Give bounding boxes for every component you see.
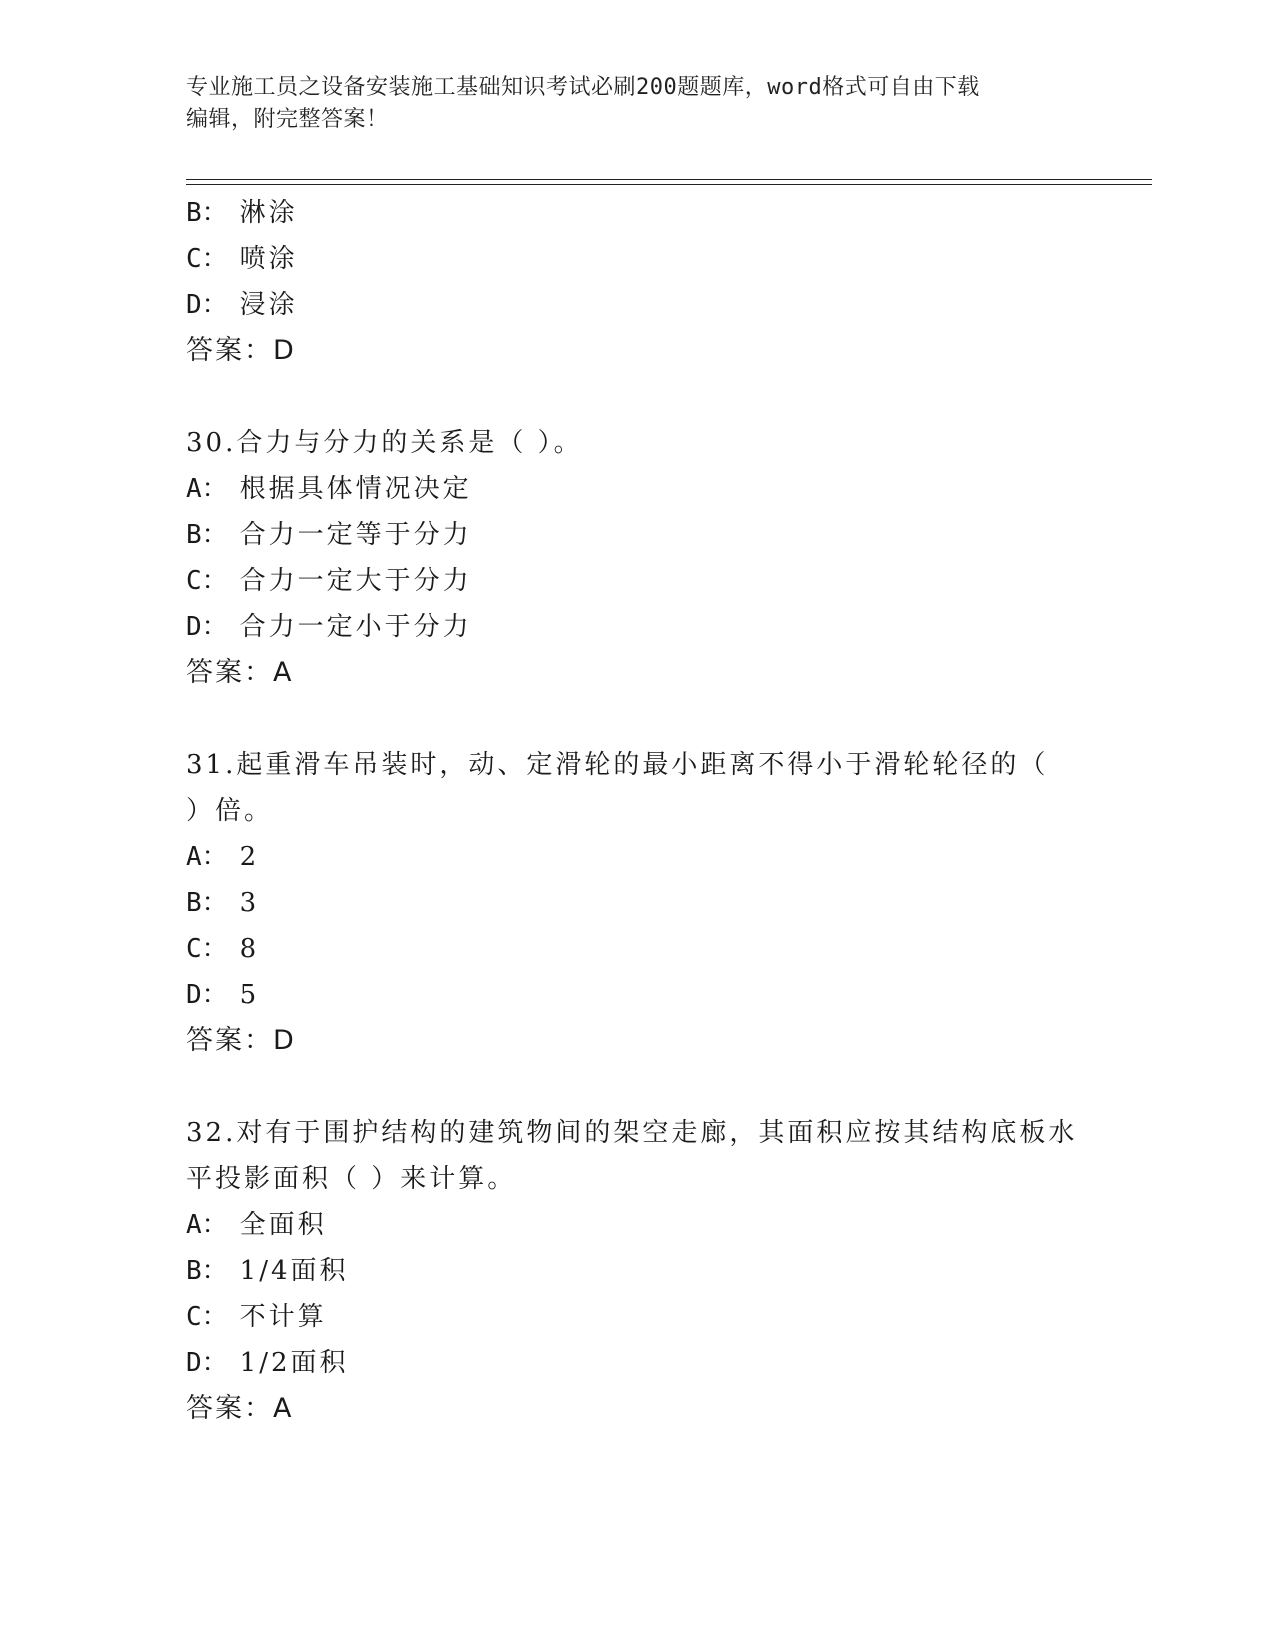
option-letter: D： (186, 612, 228, 642)
option-text: 浸涂 (239, 290, 298, 320)
header-title-line-2: 编辑，附完整答案！ (186, 107, 389, 132)
question-30 (186, 420, 1086, 696)
option-row (186, 512, 1086, 558)
question-31 (186, 742, 1086, 1064)
option-row (186, 190, 1086, 236)
option-text: 不计算 (239, 1302, 327, 1332)
option-letter: B： (186, 888, 228, 918)
option-row (186, 926, 1086, 972)
question-32 (186, 1110, 1086, 1432)
answer-line: 答案：A (186, 1393, 294, 1424)
option-row (186, 880, 1086, 926)
question-stem: 30.合力与分力的关系是（ ）。 (186, 428, 583, 458)
option-row (186, 1294, 1086, 1340)
option-row (186, 1340, 1086, 1386)
spacer (186, 374, 1086, 420)
option-text: 根据具体情况决定 (239, 474, 472, 504)
option-text: 全面积 (239, 1210, 327, 1240)
option-letter: C： (186, 244, 228, 274)
answer-line: 答案：A (186, 657, 294, 688)
option-row (186, 1202, 1086, 1248)
option-letter: B： (186, 520, 228, 550)
document-header (186, 72, 1086, 136)
option-text: 合力一定大于分力 (239, 566, 472, 596)
question-stem: 32.对有于围护结构的建筑物间的架空走廊，其面积应按其结构底板水 (186, 1118, 1078, 1148)
option-letter: C： (186, 1302, 228, 1332)
option-text: 淋涂 (239, 198, 298, 228)
option-letter: A： (186, 474, 228, 504)
question-stem: 31.起重滑车吊装时，动、定滑轮的最小距离不得小于滑轮轮径的（ (186, 750, 1049, 780)
option-letter: D： (186, 1348, 228, 1378)
option-row (186, 834, 1086, 880)
spacer (186, 696, 1086, 742)
answer-line: 答案：D (186, 1025, 296, 1056)
option-text: 1/4面积 (239, 1256, 349, 1286)
answer-line: 答案：D (186, 335, 296, 366)
question-stem-continued: ）倍。 (186, 796, 274, 826)
document-body (186, 190, 1086, 1432)
option-letter: D： (186, 980, 228, 1010)
option-text: 3 (239, 888, 260, 918)
header-divider-bottom (186, 184, 1152, 185)
option-row (186, 972, 1086, 1018)
option-row (186, 558, 1086, 604)
option-row (186, 604, 1086, 650)
question-29-continued (186, 190, 1086, 374)
spacer (186, 1064, 1086, 1110)
option-row (186, 1248, 1086, 1294)
option-text: 1/2面积 (239, 1348, 349, 1378)
option-text: 合力一定等于分力 (239, 520, 472, 550)
option-letter: C： (186, 934, 228, 964)
option-row (186, 466, 1086, 512)
option-text: 5 (239, 980, 260, 1010)
option-text: 合力一定小于分力 (239, 612, 472, 642)
option-letter: A： (186, 842, 228, 872)
option-letter: B： (186, 198, 228, 228)
option-letter: B： (186, 1256, 228, 1286)
option-letter: C： (186, 566, 228, 596)
option-letter: D： (186, 290, 228, 320)
option-letter: A： (186, 1210, 228, 1240)
option-text: 2 (239, 842, 260, 872)
header-title-line-1: 专业施工员之设备安装施工基础知识考试必刷200题题库，word格式可自由下载 (186, 75, 980, 100)
option-row (186, 236, 1086, 282)
option-text: 8 (239, 934, 260, 964)
question-stem-continued: 平投影面积（ ）来计算。 (186, 1164, 517, 1194)
option-text: 喷涂 (239, 244, 298, 274)
option-row (186, 282, 1086, 328)
header-divider-top (186, 179, 1152, 180)
